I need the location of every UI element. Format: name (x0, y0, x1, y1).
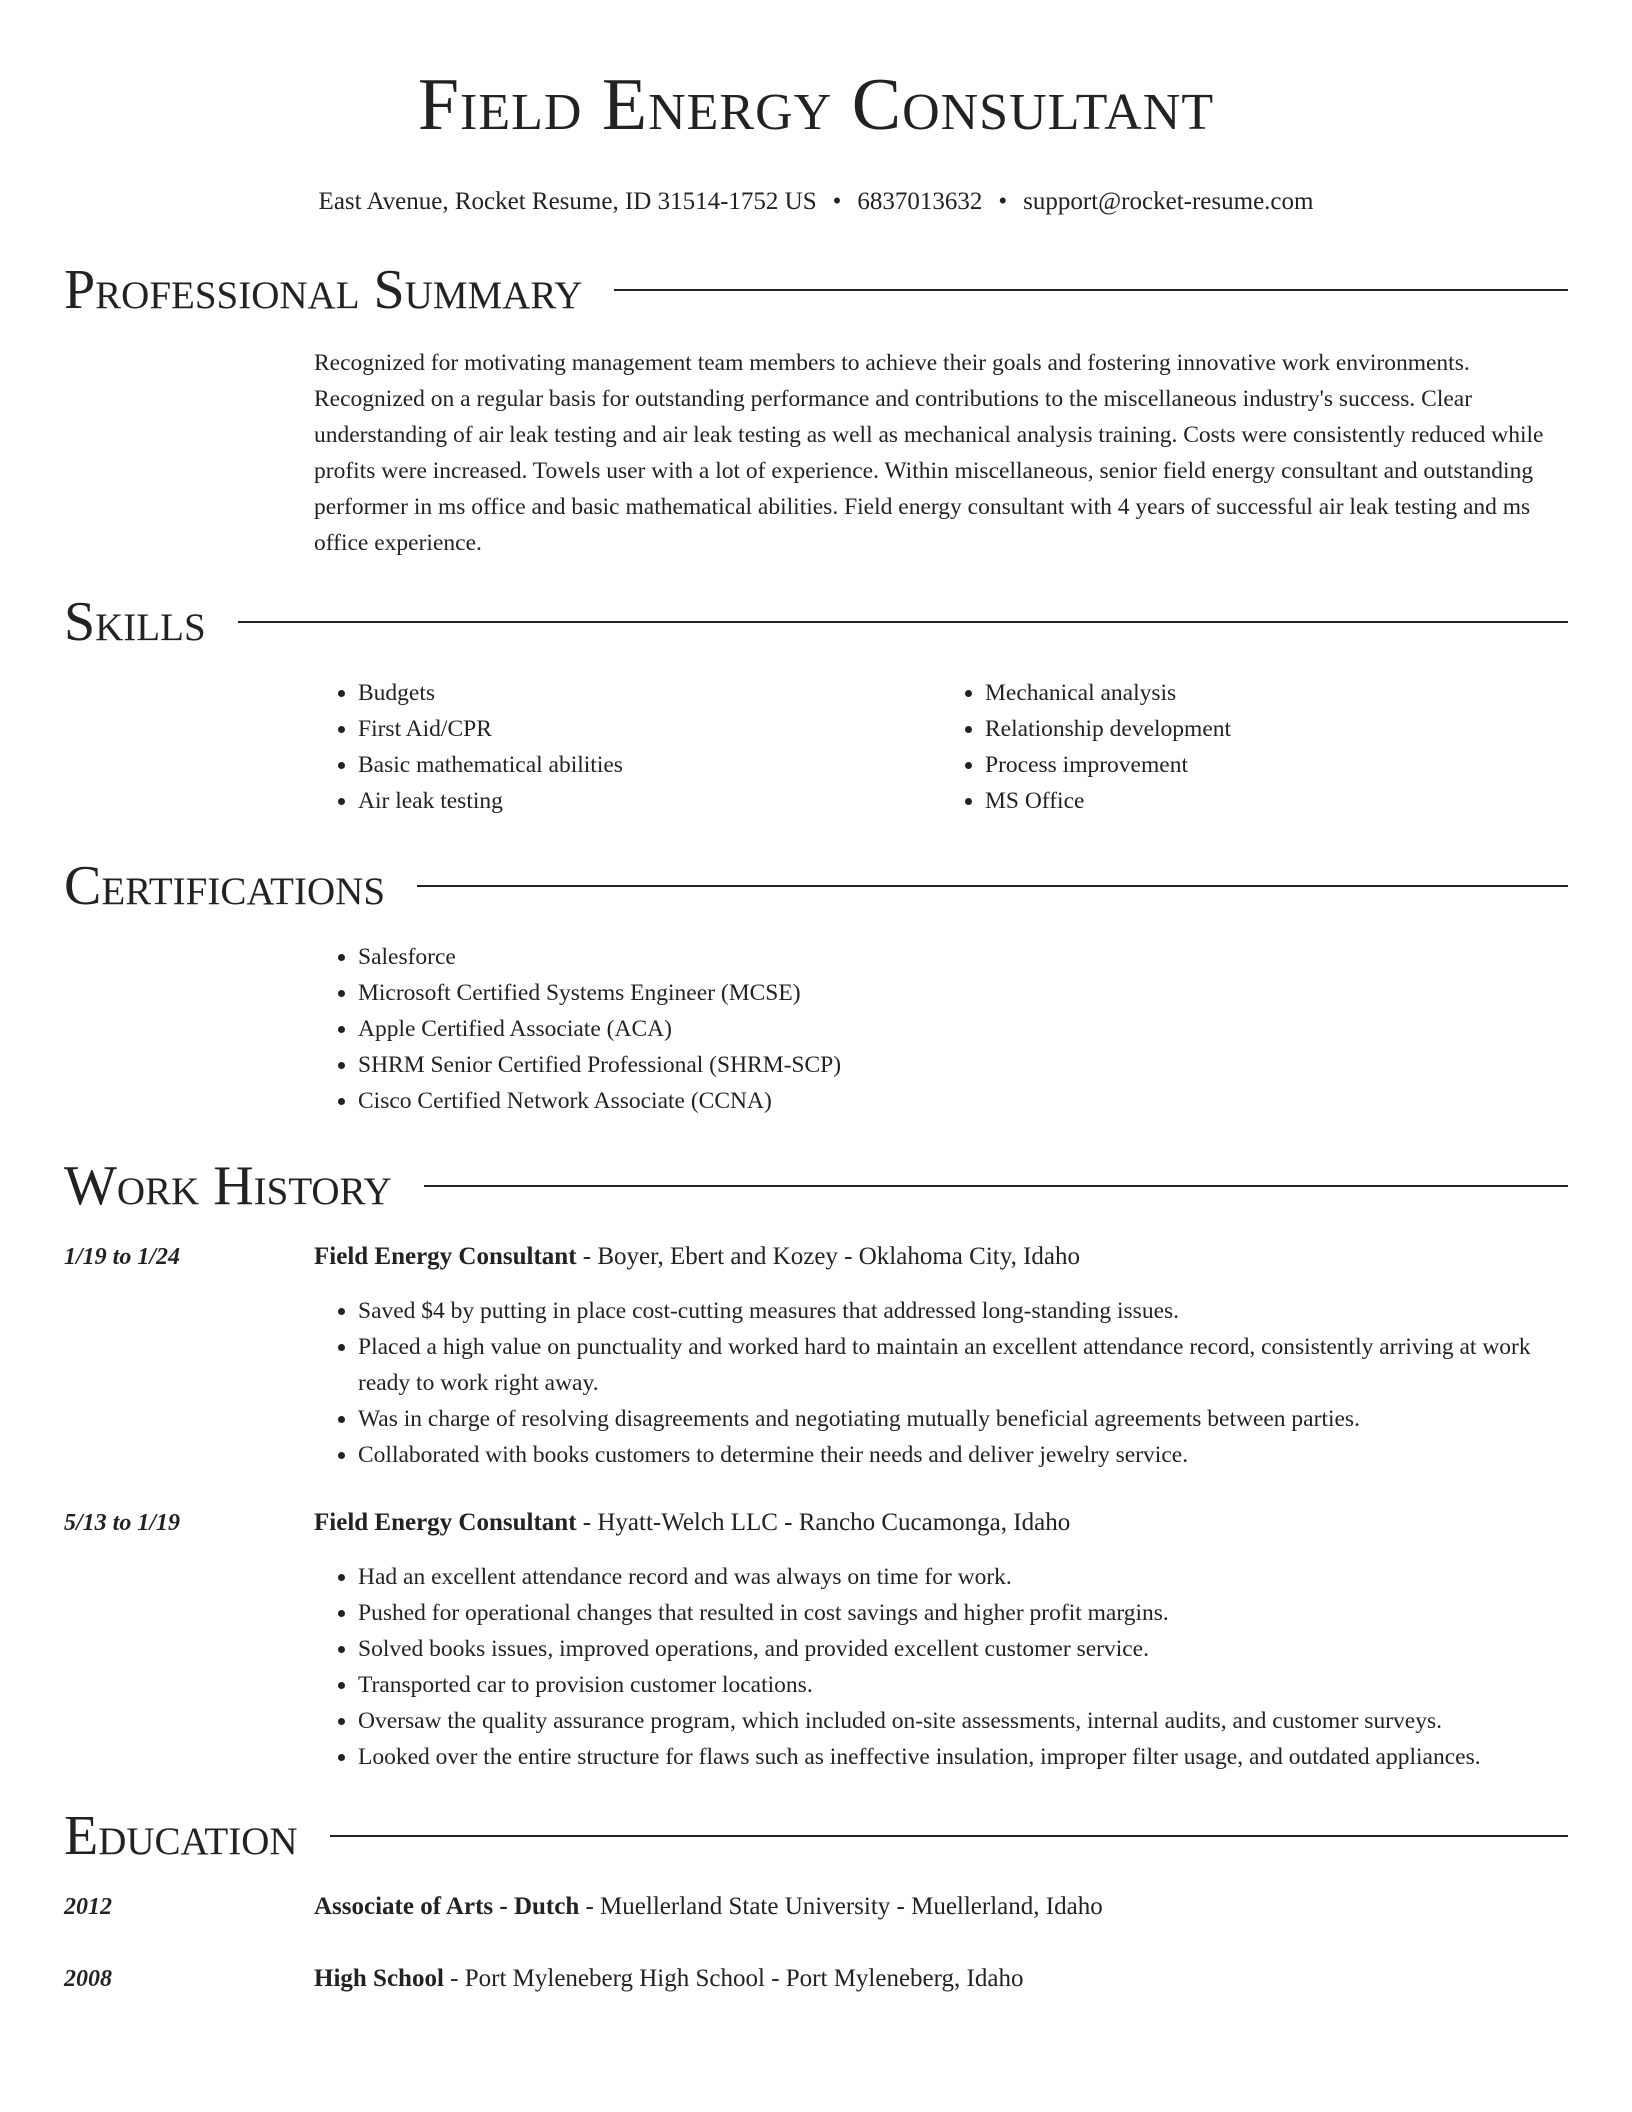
skill-item: • Budgets (358, 675, 941, 711)
section-title: Professional Summary (64, 259, 583, 321)
education-entry (64, 1961, 1568, 1997)
section-divider (417, 885, 1568, 887)
phone: 6837013632 (857, 188, 983, 215)
skill-item: • MS Office (985, 783, 1568, 819)
summary-text: Recognized for motivating management team members to achieve their goals and fostering innovative work environments. Recognized on a regular basis for outstanding performance and contributions to the miscellaneous industry's success. Clear understanding of air leak testing and air leak testing as well as mechanical analysis training. Costs were consistently reduced while profits were increased. Towels user with a lot of experience. Within miscellaneous, senior field energy consultant and outstanding performer in ms office and basic mathematical abilities. Field energy consultant with 4 years of successful air leak testing and ms office experience. (314, 350, 1544, 556)
work-history-header (64, 1151, 1568, 1221)
work-history-section (64, 1151, 1568, 1775)
contact-line (0, 186, 1632, 218)
job-dates: 5/13 to 1/19 (64, 1510, 181, 1536)
skills-columns (314, 675, 1568, 819)
job-employer: - Hyatt-Welch LLC - Rancho Cucamonga, Idaho (576, 1509, 1071, 1536)
section-divider (330, 1835, 1568, 1837)
skill-item: • Process improvement (985, 747, 1568, 783)
section-title: Certifications (64, 855, 386, 917)
education-school: - Port Myleneberg High School - Port Myleneberg, Idaho (443, 1965, 1024, 1992)
section-divider (424, 1185, 1568, 1187)
certifications-list (314, 939, 1568, 1119)
certifications-list-wrap (314, 939, 1568, 1119)
education-line (314, 1961, 1568, 1997)
skills-section (64, 587, 1568, 819)
skill-item: • Mechanical analysis (985, 675, 1568, 711)
job-bullet: • Solved books issues, improved operations, and provided excellent customer service. (358, 1631, 1568, 1667)
job-bullet: • Placed a high value on punctuality and worked hard to maintain an excellent attendance record, consistently arriving at work ready to work right away. (358, 1329, 1568, 1401)
skill-item: • Basic mathematical abilities (358, 747, 941, 783)
section-title: Skills (64, 591, 206, 653)
job-bullet: • Transported car to provision customer locations. (358, 1667, 1568, 1703)
job-bullets (314, 1559, 1568, 1775)
certifications-section (64, 851, 1568, 1119)
job-bullets (314, 1293, 1568, 1473)
certification-item: • Apple Certified Associate (ACA) (358, 1011, 1568, 1047)
job-entry (64, 1505, 1568, 1775)
certifications-header (64, 851, 1568, 921)
certification-item: • Salesforce (358, 939, 1568, 975)
job-employer: - Boyer, Ebert and Kozey - Oklahoma City, Idaho (576, 1243, 1081, 1270)
email: support@rocket-resume.com (1023, 188, 1314, 215)
job-entry (64, 1239, 1568, 1473)
section-divider (238, 621, 1568, 623)
summary-section (64, 255, 1568, 561)
section-title: Education (64, 1805, 298, 1867)
job-bullet: • Looked over the entire structure for flaws such as ineffective insulation, improper filter usage, and outdated appliances. (358, 1739, 1568, 1775)
job-bullet: • Had an excellent attendance record and was always on time for work. (358, 1559, 1568, 1595)
skills-list-left (314, 675, 941, 819)
resume-name: Field Energy Consultant (417, 64, 1215, 146)
education-school: - Muellerland State University - Muellerland, Idaho (579, 1893, 1103, 1920)
summary-header (64, 255, 1568, 325)
education-line (314, 1889, 1568, 1925)
job-main (314, 1239, 1568, 1473)
skill-item: • Air leak testing (358, 783, 941, 819)
job-bullet: • Oversaw the quality assurance program, which included on-site assessments, internal audits, and customer surveys. (358, 1703, 1568, 1739)
skills-header (64, 587, 1568, 657)
section-title: Work History (64, 1155, 392, 1217)
education-header (64, 1801, 1568, 1871)
certification-item: • Cisco Certified Network Associate (CCNA) (358, 1083, 1568, 1119)
job-bullet: • Collaborated with books customers to determine their needs and deliver jewelry service. (358, 1437, 1568, 1473)
education-year: 2012 (64, 1894, 112, 1920)
education-section (64, 1801, 1568, 1997)
education-entry (64, 1889, 1568, 1925)
job-bullet: • Was in charge of resolving disagreements and negotiating mutually beneficial agreements between parties. (358, 1401, 1568, 1437)
job-role: Field Energy Consultant (314, 1509, 577, 1536)
contact-separator: • (998, 188, 1008, 215)
education-degree: High School (314, 1965, 444, 1992)
skill-item: • Relationship development (985, 711, 1568, 747)
section-divider (614, 289, 1568, 291)
contact-separator: • (832, 188, 842, 215)
job-bullet: • Saved $4 by putting in place cost-cutting measures that addressed long-standing issues. (358, 1293, 1568, 1329)
job-role: Field Energy Consultant (314, 1243, 577, 1270)
certification-item: • SHRM Senior Certified Professional (SHRM-SCP) (358, 1047, 1568, 1083)
job-main (314, 1505, 1568, 1775)
job-dates: 1/19 to 1/24 (64, 1244, 181, 1270)
job-title-line (314, 1505, 1568, 1541)
education-degree: Associate of Arts - Dutch (314, 1893, 580, 1920)
skill-item: • First Aid/CPR (358, 711, 941, 747)
job-bullet: • Pushed for operational changes that resulted in cost savings and higher profit margins. (358, 1595, 1568, 1631)
skills-list-right (941, 675, 1568, 819)
certification-item: • Microsoft Certified Systems Engineer (MCSE) (358, 975, 1568, 1011)
address: East Avenue, Rocket Resume, ID 31514-1752 US (318, 188, 817, 215)
job-title-line (314, 1239, 1568, 1275)
education-year: 2008 (64, 1966, 112, 1992)
